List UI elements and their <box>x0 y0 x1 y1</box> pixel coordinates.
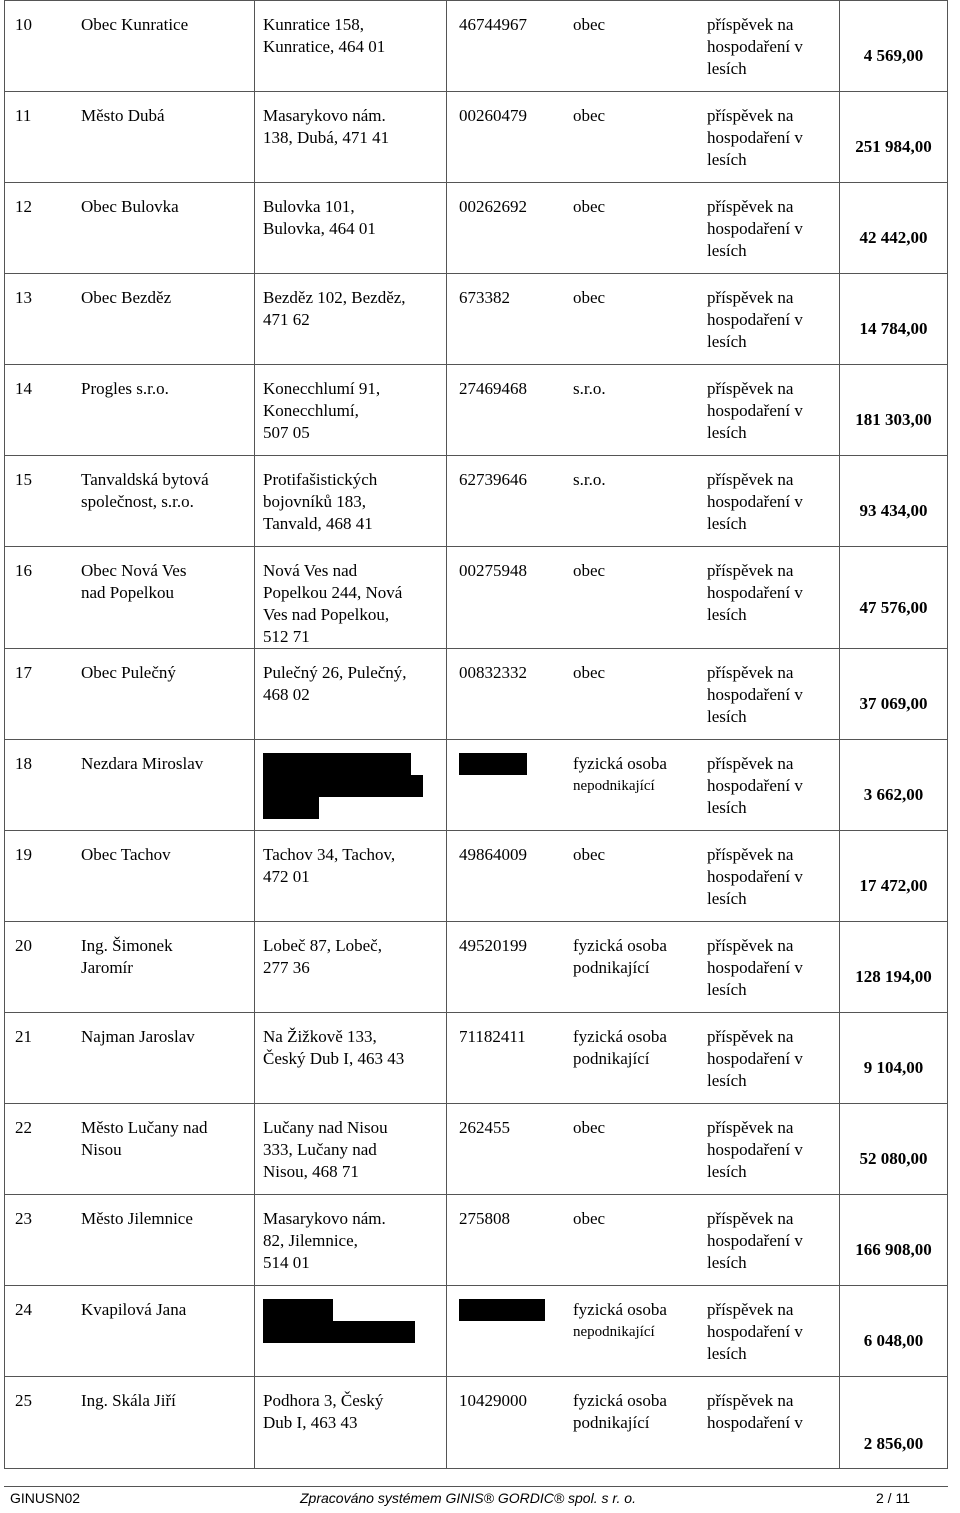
recipient-address <box>255 922 447 1013</box>
subsidy-amount: 6 048,00 <box>840 1286 948 1377</box>
recipient-id <box>447 274 573 365</box>
recipient-address-line: Protifašistických <box>263 470 378 489</box>
recipient-id <box>447 1377 573 1469</box>
subsidy-purpose-line: příspěvek na <box>707 561 794 580</box>
recipient-id-line: 49520199 <box>459 936 527 955</box>
recipient-type-line: obec <box>573 106 606 125</box>
recipient-address-line: Konecchlumí 91, <box>263 379 381 398</box>
recipient-id <box>447 1104 573 1195</box>
recipient-address <box>255 1195 447 1286</box>
subsidy-purpose-line: hospodaření v <box>707 310 803 329</box>
table-row <box>5 922 948 1013</box>
row-number: 11 <box>5 92 73 183</box>
recipient-address-line: bojovníků 183, <box>263 492 366 511</box>
subsidy-purpose-line: lesích <box>707 332 747 351</box>
subsidy-purpose <box>707 649 840 740</box>
recipient-type-line: obec <box>573 1209 606 1228</box>
row-number: 18 <box>5 740 73 831</box>
recipient-type <box>572 831 707 922</box>
recipient-type <box>572 92 707 183</box>
recipient-address-line: Bulovka, 464 01 <box>263 219 376 238</box>
recipient-name <box>72 1195 255 1286</box>
recipient-type-line: s.r.o. <box>573 379 606 398</box>
recipient-name-line: Najman Jaroslav <box>81 1027 195 1046</box>
subsidy-amount: 251 984,00 <box>840 92 948 183</box>
recipient-address <box>255 1377 447 1469</box>
recipient-name-line: Nisou <box>81 1140 122 1159</box>
row-number: 10 <box>5 1 73 92</box>
recipient-type <box>572 547 707 649</box>
subsidy-amount: 17 472,00 <box>840 831 948 922</box>
subsidy-purpose-line: lesích <box>707 1253 747 1272</box>
subsidy-purpose <box>707 274 840 365</box>
recipient-type-line: fyzická osoba <box>573 1391 667 1410</box>
subsidy-purpose-line: lesích <box>707 1162 747 1181</box>
recipient-name <box>72 922 255 1013</box>
recipient-name-line: Nezdara Miroslav <box>81 754 204 773</box>
recipient-type-line: podnikající <box>573 1049 650 1068</box>
subsidy-purpose-line: příspěvek na <box>707 15 794 34</box>
recipient-name-line: společnost, s.r.o. <box>81 492 194 511</box>
subsidy-amount: 42 442,00 <box>840 183 948 274</box>
subsidy-purpose <box>707 1195 840 1286</box>
subsidy-purpose <box>707 740 840 831</box>
table-row <box>5 1195 948 1286</box>
row-number: 22 <box>5 1104 73 1195</box>
subsidy-purpose-line: lesích <box>707 514 747 533</box>
row-number: 25 <box>5 1377 73 1469</box>
subsidy-purpose-line: hospodaření v <box>707 1049 803 1068</box>
recipient-address-line: Dub I, 463 43 <box>263 1413 358 1432</box>
subsidy-purpose-line: lesích <box>707 241 747 260</box>
subsidy-purpose-line: příspěvek na <box>707 663 794 682</box>
subsidy-purpose <box>707 1 840 92</box>
subsidy-amount: 128 194,00 <box>840 922 948 1013</box>
redaction-bar <box>263 1299 333 1321</box>
recipient-name <box>72 1377 255 1469</box>
recipient-address <box>255 92 447 183</box>
recipient-name-line: Kvapilová Jana <box>81 1300 187 1319</box>
recipient-id-line: 10429000 <box>459 1391 527 1410</box>
recipient-type <box>572 456 707 547</box>
footer-code: GINUSN02 <box>10 1490 81 1506</box>
recipient-id <box>447 547 573 649</box>
recipient-address-line: Popelkou 244, Nová <box>263 583 403 602</box>
recipient-name-line: Město Dubá <box>81 106 165 125</box>
subsidy-purpose-line: hospodaření v <box>707 37 803 56</box>
redaction-bar <box>459 1299 545 1321</box>
subsidy-purpose-line: příspěvek na <box>707 379 794 398</box>
recipient-address-line: Konecchlumí, <box>263 401 359 420</box>
subsidy-purpose-line: příspěvek na <box>707 1300 794 1319</box>
recipient-type-line: fyzická osoba <box>573 936 667 955</box>
redaction-bar <box>263 1321 415 1343</box>
recipient-address-line: Na Žižkově 133, <box>263 1027 377 1046</box>
recipient-address-line: Tanvald, 468 41 <box>263 514 373 533</box>
table-row <box>5 547 948 649</box>
subsidy-amount: 181 303,00 <box>840 365 948 456</box>
recipient-address <box>255 274 447 365</box>
table-row <box>5 740 948 831</box>
subsidy-purpose-line: hospodaření v <box>707 583 803 602</box>
table-row <box>5 92 948 183</box>
recipient-type-line: fyzická osoba <box>573 1300 667 1319</box>
recipient-name-line: Město Lučany nad <box>81 1118 208 1137</box>
subsidy-purpose <box>707 183 840 274</box>
recipient-address <box>255 547 447 649</box>
recipient-address-line: 512 71 <box>263 627 310 646</box>
recipient-name <box>72 831 255 922</box>
recipient-id-line: 262455 <box>459 1118 510 1137</box>
row-number: 15 <box>5 456 73 547</box>
recipient-type <box>572 1377 707 1469</box>
recipient-type-line: obec <box>573 288 606 307</box>
subsidy-purpose-line: hospodaření v <box>707 128 803 147</box>
recipient-type <box>572 740 707 831</box>
recipient-name <box>72 649 255 740</box>
recipient-name-line: Tanvaldská bytová <box>81 470 209 489</box>
row-number: 14 <box>5 365 73 456</box>
subsidy-purpose-line: příspěvek na <box>707 1118 794 1137</box>
recipient-name <box>72 547 255 649</box>
subsidy-purpose-line: příspěvek na <box>707 1391 794 1410</box>
recipient-type-line: podnikající <box>573 958 650 977</box>
recipient-id-line: 00832332 <box>459 663 527 682</box>
subsidy-purpose-line: příspěvek na <box>707 470 794 489</box>
subsidy-purpose <box>707 831 840 922</box>
recipient-id-line: 00262692 <box>459 197 527 216</box>
subsidy-amount: 37 069,00 <box>840 649 948 740</box>
recipient-name <box>72 274 255 365</box>
recipient-address-line: Kunratice, 464 01 <box>263 37 386 56</box>
recipient-address-line: Nová Ves nad <box>263 561 358 580</box>
recipient-address-line: Lučany nad Nisou <box>263 1118 388 1137</box>
recipient-type-line: obec <box>573 845 606 864</box>
recipient-id <box>447 92 573 183</box>
subsidy-purpose-line: hospodaření v <box>707 1140 803 1159</box>
recipient-name-line: nad Popelkou <box>81 583 175 602</box>
row-number: 19 <box>5 831 73 922</box>
subsidy-purpose-line: lesích <box>707 1071 747 1090</box>
recipient-address <box>255 456 447 547</box>
recipient-name-line: Obec Bulovka <box>81 197 179 216</box>
subsidy-amount: 3 662,00 <box>840 740 948 831</box>
recipient-name-line: Obec Tachov <box>81 845 171 864</box>
table-row <box>5 649 948 740</box>
table-row <box>5 1 948 92</box>
recipient-address-line: 277 36 <box>263 958 310 977</box>
recipient-address <box>255 365 447 456</box>
recipient-name-line: Obec Pulečný <box>81 663 176 682</box>
subsidy-amount: 93 434,00 <box>840 456 948 547</box>
recipient-address <box>255 649 447 740</box>
recipient-address <box>255 183 447 274</box>
recipient-address-line: 507 05 <box>263 423 310 442</box>
recipient-address-redacted <box>255 1286 447 1377</box>
recipient-name <box>72 1286 255 1377</box>
recipient-type-line: fyzická osoba <box>573 754 667 773</box>
table-row <box>5 456 948 547</box>
row-number: 21 <box>5 1013 73 1104</box>
recipient-address-line: 82, Jilemnice, <box>263 1231 358 1250</box>
recipient-type-line: nepodnikající <box>573 778 655 794</box>
recipient-id-line: 27469468 <box>459 379 527 398</box>
recipient-id <box>447 1013 573 1104</box>
table-row <box>5 1104 948 1195</box>
recipient-address-line: 472 01 <box>263 867 310 886</box>
table-row <box>5 274 948 365</box>
row-number: 24 <box>5 1286 73 1377</box>
recipient-type-line: s.r.o. <box>573 470 606 489</box>
redaction-bar <box>263 753 411 775</box>
subsidy-purpose <box>707 1104 840 1195</box>
subsidy-purpose-line: příspěvek na <box>707 106 794 125</box>
recipient-type <box>572 1 707 92</box>
recipient-name-line: Obec Nová Ves <box>81 561 187 580</box>
table-row <box>5 365 948 456</box>
subsidy-amount: 52 080,00 <box>840 1104 948 1195</box>
subsidy-purpose-line: hospodaření v <box>707 867 803 886</box>
subsidy-amount: 4 569,00 <box>840 1 948 92</box>
subsidy-purpose <box>707 92 840 183</box>
recipient-type <box>572 1286 707 1377</box>
subsidy-purpose-line: hospodaření v <box>707 1231 803 1250</box>
recipient-id <box>447 365 573 456</box>
recipient-type-line: obec <box>573 561 606 580</box>
subsidy-purpose-line: hospodaření v <box>707 776 803 795</box>
recipient-id-redacted <box>447 1286 573 1377</box>
subsidy-amount: 166 908,00 <box>840 1195 948 1286</box>
recipient-name <box>72 92 255 183</box>
recipient-address-line: Podhora 3, Český <box>263 1391 384 1410</box>
subsidy-purpose <box>707 365 840 456</box>
recipient-type-line: obec <box>573 1118 606 1137</box>
recipient-name <box>72 740 255 831</box>
subsidy-purpose-line: příspěvek na <box>707 197 794 216</box>
subsidy-purpose <box>707 1013 840 1104</box>
recipient-type <box>572 183 707 274</box>
subsidy-purpose-line: lesích <box>707 707 747 726</box>
recipient-name <box>72 1104 255 1195</box>
recipient-type <box>572 1013 707 1104</box>
recipient-id-line: 673382 <box>459 288 510 307</box>
subsidy-purpose-line: lesích <box>707 798 747 817</box>
recipient-type-line: podnikající <box>573 1413 650 1432</box>
recipient-id <box>447 1195 573 1286</box>
subsidy-purpose-line: lesích <box>707 59 747 78</box>
recipient-id <box>447 922 573 1013</box>
recipient-name <box>72 456 255 547</box>
recipient-address-line: Bulovka 101, <box>263 197 355 216</box>
recipient-name-line: Obec Bezděz <box>81 288 172 307</box>
recipient-name-line: Jaromír <box>81 958 133 977</box>
recipient-id-redacted <box>447 740 573 831</box>
recipient-type <box>572 1195 707 1286</box>
recipient-address-line: 514 01 <box>263 1253 310 1272</box>
recipient-name <box>72 365 255 456</box>
subsidy-purpose-line: lesích <box>707 605 747 624</box>
recipient-name-line: Ing. Skála Jiří <box>81 1391 176 1410</box>
recipient-id <box>447 183 573 274</box>
subsidy-purpose <box>707 1286 840 1377</box>
recipient-id-line: 275808 <box>459 1209 510 1228</box>
subsidy-purpose-line: příspěvek na <box>707 1027 794 1046</box>
recipient-name-line: Obec Kunratice <box>81 15 189 34</box>
recipient-address-line: 468 02 <box>263 685 310 704</box>
subsidy-purpose-line: lesích <box>707 150 747 169</box>
recipient-name <box>72 183 255 274</box>
recipient-id <box>447 1 573 92</box>
subsidy-purpose-line: lesích <box>707 980 747 999</box>
recipient-name-line: Progles s.r.o. <box>81 379 169 398</box>
subsidy-purpose-line: lesích <box>707 1344 747 1363</box>
recipient-name <box>72 1013 255 1104</box>
row-number: 16 <box>5 547 73 649</box>
footer-processed-note: Zpracováno systémem GINIS® GORDIC® spol. s r. o. <box>300 1490 636 1506</box>
table-row <box>5 1286 948 1377</box>
records-table <box>4 0 948 1469</box>
recipient-type <box>572 365 707 456</box>
row-number: 13 <box>5 274 73 365</box>
table-row <box>5 1377 948 1469</box>
subsidy-purpose-line: příspěvek na <box>707 1209 794 1228</box>
subsidy-amount: 14 784,00 <box>840 274 948 365</box>
redaction-bar <box>263 775 423 797</box>
recipient-type <box>572 922 707 1013</box>
recipient-address-line: Kunratice 158, <box>263 15 365 34</box>
recipient-id <box>447 831 573 922</box>
subsidy-purpose <box>707 1377 840 1469</box>
recipient-address-line: Ves nad Popelkou, <box>263 605 390 624</box>
subsidy-purpose-line: hospodaření v <box>707 219 803 238</box>
recipient-address-line: 333, Lučany nad <box>263 1140 377 1159</box>
recipient-address-line: Masarykovo nám. <box>263 106 386 125</box>
recipient-address <box>255 1 447 92</box>
subsidy-purpose <box>707 547 840 649</box>
row-number: 17 <box>5 649 73 740</box>
recipient-type-line: obec <box>573 15 606 34</box>
recipient-name-line: Ing. Šimonek <box>81 936 173 955</box>
recipient-address-line: Lobeč 87, Lobeč, <box>263 936 382 955</box>
recipient-address <box>255 1013 447 1104</box>
subsidy-purpose-line: lesích <box>707 423 747 442</box>
recipient-address-line: Bezděz 102, Bezděz, <box>263 288 406 307</box>
recipient-type <box>572 649 707 740</box>
recipient-address-line: 471 62 <box>263 310 310 329</box>
subsidy-purpose-line: lesích <box>707 889 747 908</box>
redaction-bar <box>263 797 319 819</box>
page-footer <box>4 1487 948 1509</box>
recipient-id-line: 71182411 <box>459 1027 526 1046</box>
recipient-type-line: obec <box>573 663 606 682</box>
recipient-type <box>572 1104 707 1195</box>
footer-page-number: 2 / 11 <box>876 1490 910 1506</box>
recipient-address <box>255 831 447 922</box>
table-row <box>5 183 948 274</box>
recipient-type <box>572 274 707 365</box>
subsidy-purpose-line: hospodaření v <box>707 492 803 511</box>
recipient-id <box>447 649 573 740</box>
recipient-address-line: Pulečný 26, Pulečný, <box>263 663 407 682</box>
row-number: 20 <box>5 922 73 1013</box>
subsidy-amount: 9 104,00 <box>840 1013 948 1104</box>
recipient-address-line: 138, Dubá, 471 41 <box>263 128 390 147</box>
redaction-bar <box>459 753 527 775</box>
subsidy-purpose-line: hospodaření v <box>707 401 803 420</box>
row-number: 23 <box>5 1195 73 1286</box>
recipient-address-line: Masarykovo nám. <box>263 1209 386 1228</box>
recipient-type-line: nepodnikající <box>573 1324 655 1340</box>
subsidy-purpose-line: příspěvek na <box>707 845 794 864</box>
recipient-type-line: obec <box>573 197 606 216</box>
subsidy-purpose <box>707 922 840 1013</box>
subsidy-purpose-line: hospodaření v <box>707 958 803 977</box>
recipient-id-line: 46744967 <box>459 15 527 34</box>
subsidy-purpose-line: hospodaření v <box>707 1413 803 1432</box>
subsidy-purpose-line: hospodaření v <box>707 1322 803 1341</box>
recipient-id-line: 00260479 <box>459 106 527 125</box>
recipient-id-line: 00275948 <box>459 561 527 580</box>
subsidy-purpose-line: hospodaření v <box>707 685 803 704</box>
recipient-id-line: 62739646 <box>459 470 527 489</box>
table-row <box>5 831 948 922</box>
recipient-address-redacted <box>255 740 447 831</box>
table-row <box>5 1013 948 1104</box>
subsidy-purpose-line: příspěvek na <box>707 288 794 307</box>
recipient-id-line: 49864009 <box>459 845 527 864</box>
recipient-address-line: Český Dub I, 463 43 <box>263 1049 405 1068</box>
recipient-name-line: Město Jilemnice <box>81 1209 193 1228</box>
row-number: 12 <box>5 183 73 274</box>
recipient-address-line: Tachov 34, Tachov, <box>263 845 396 864</box>
subsidy-amount: 2 856,00 <box>840 1377 948 1469</box>
subsidy-purpose-line: příspěvek na <box>707 754 794 773</box>
recipient-address <box>255 1104 447 1195</box>
subsidy-purpose <box>707 456 840 547</box>
recipient-type-line: fyzická osoba <box>573 1027 667 1046</box>
recipient-id <box>447 456 573 547</box>
subsidy-amount: 47 576,00 <box>840 547 948 649</box>
recipient-name <box>72 1 255 92</box>
recipient-address-line: Nisou, 468 71 <box>263 1162 359 1181</box>
subsidy-purpose-line: příspěvek na <box>707 936 794 955</box>
